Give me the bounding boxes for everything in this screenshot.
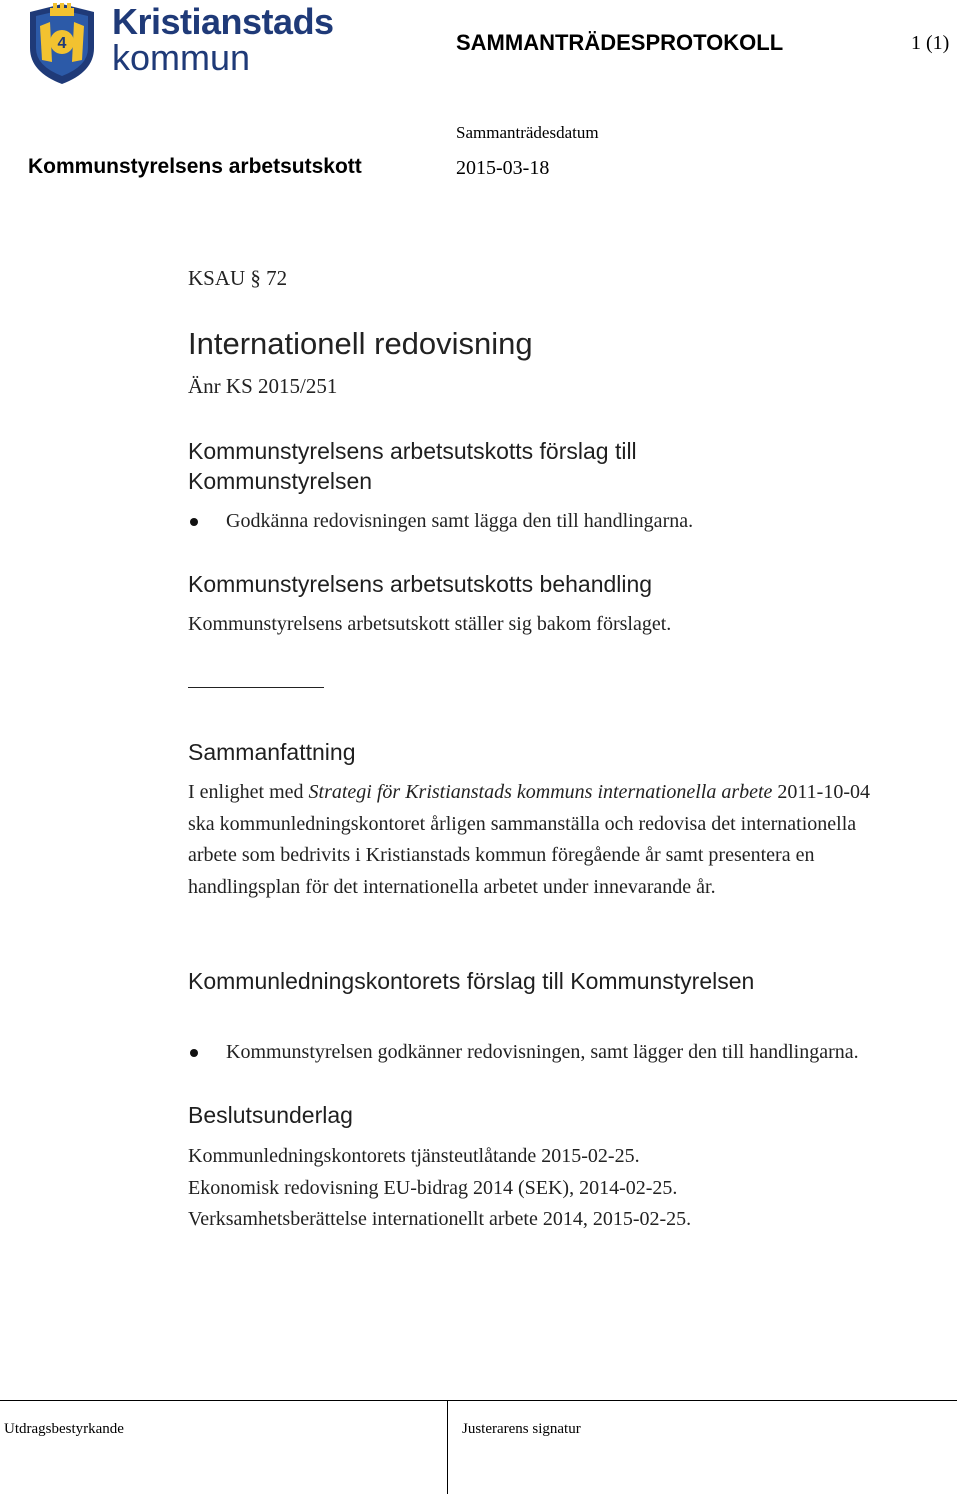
meeting-date-label: Sammanträdesdatum <box>456 123 599 142</box>
office-proposal-heading: Kommunledningskontorets förslag till Kommunstyrelsen <box>188 968 755 994</box>
summary-heading: Sammanfattning <box>188 739 356 765</box>
footer-column-divider <box>447 1400 448 1494</box>
proposal-bullet-text: Godkänna redovisningen samt lägga den till handlingarna. <box>226 510 694 532</box>
section-divider <box>188 687 324 688</box>
case-number: Änr KS 2015/251 <box>188 374 338 398</box>
committee-name: Kommunstyrelsens arbetsutskott <box>28 155 362 178</box>
coat-of-arms-icon <box>22 2 102 86</box>
summary-intro: I enlighet med <box>188 781 309 803</box>
basis-heading: Beslutsunderlag <box>188 1102 353 1128</box>
basis-item: Ekonomisk redovisning EU-bidrag 2014 (SEK), 2014-02-25. <box>188 1176 678 1199</box>
svg-text:4: 4 <box>57 35 67 52</box>
document-type: SAMMANTRÄDESPROTOKOLL <box>456 30 784 55</box>
meeting-date: 2015-03-18 <box>456 157 550 179</box>
basis-list <box>188 1141 908 1236</box>
bullet-icon <box>190 1049 198 1057</box>
proposal-heading-line1: Kommunstyrelsens arbetsutskotts förslag till <box>188 438 637 464</box>
handling-heading: Kommunstyrelsens arbetsutskotts behandling <box>188 571 653 597</box>
basis-item: Kommunledningskontorets tjänsteutlåtande 2015-02-25. <box>188 1145 640 1167</box>
proposal-heading-line2: Kommunstyrelsen <box>188 468 373 494</box>
logo-wordmark-line2: kommun <box>112 37 251 78</box>
handling-text: Kommunstyrelsens arbetsutskott ställer sig bakom förslaget. <box>188 613 672 635</box>
proposal-bullet <box>188 506 946 538</box>
summary-text <box>188 777 888 903</box>
proposal-heading <box>188 436 908 496</box>
page-number: 1 (1) <box>911 32 950 54</box>
office-proposal-bullet-text: Kommunstyrelsen godkänner redovisningen, samt lägger den till handlingarna. <box>226 1040 859 1063</box>
basis-item: Verksamhetsberättelse internationellt arbete 2014, 2015-02-25. <box>188 1208 692 1230</box>
page-title: Internationell redovisning <box>188 326 533 361</box>
logo-wordmark-line1: Kristianstads <box>112 1 334 42</box>
summary-rest: 2011-10-04 ska kommunledningskontoret årligen sammanställa och redovisa det internationella arbete som bedrivits i Kristianstads kommun föregående år samt presentera en handlingsplan för det internationella arbetet under innevarande år. <box>188 781 870 898</box>
bullet-icon <box>190 518 198 526</box>
footer-signature-label: Justerarens signatur <box>462 1421 581 1437</box>
strategy-title: Strategi för Kristianstads kommuns internationella arbete <box>308 781 773 803</box>
paragraph-number: KSAU § 72 <box>188 266 288 290</box>
footer-certification-label: Utdragsbestyrkande <box>4 1421 124 1437</box>
office-proposal-bullet <box>188 1037 906 1069</box>
footer-divider <box>0 1400 957 1401</box>
